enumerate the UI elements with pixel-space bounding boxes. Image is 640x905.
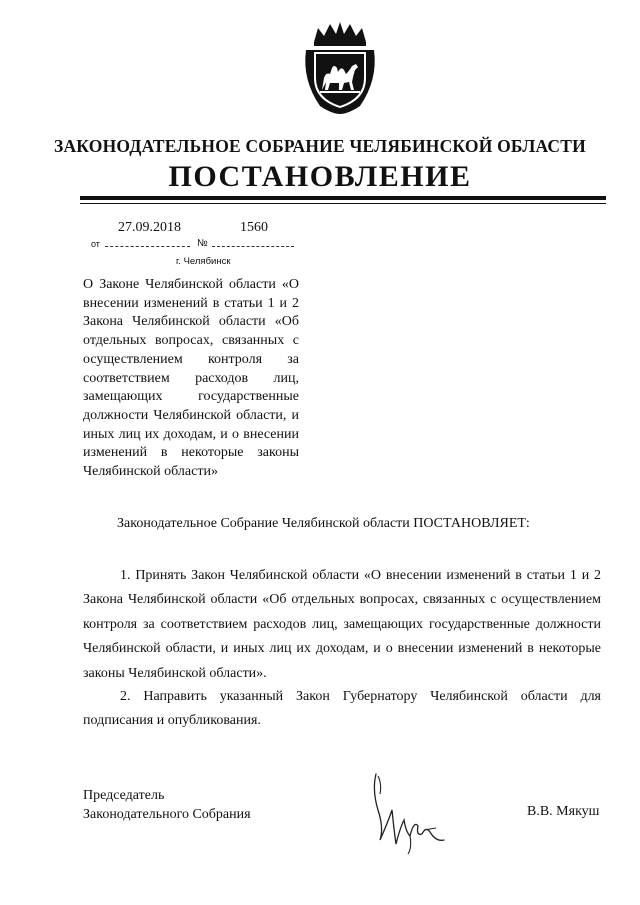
signatory-title-line2: Законодательного Собрания <box>83 807 251 822</box>
signatory-title-line1: Председатель <box>83 788 165 803</box>
date-underline <box>105 246 190 247</box>
document-type-title: ПОСТАНОВЛЕНИЕ <box>168 160 472 193</box>
preamble: Законодательное Собрание Челябинской области ПОСТАНОВЛЯЕТ: <box>117 516 530 531</box>
header-rule-thick <box>80 196 606 200</box>
date-label: от <box>91 239 100 249</box>
organization-title: ЗАКОНОДАТЕЛЬНОЕ СОБРАНИЕ ЧЕЛЯБИНСКОЙ ОБЛАСТИ <box>54 136 586 156</box>
city-label: г. Челябинск <box>176 256 231 267</box>
document-subject: О Законе Челябинской области «О внесении изменений в статьи 1 и 2 Закона Челябинской области «Об отдельных вопросах, связанных с осуществлением контроля за соответствием расходов лиц, замещающих государственные должности Челябинской области, и иных лиц их доходам, и о внесении изменений в некоторые законы Челябинской области» <box>83 277 299 480</box>
number-underline <box>212 246 294 247</box>
signatory-name: В.В. Мякуш <box>527 804 600 819</box>
document-date: 27.09.2018 <box>118 220 181 235</box>
coat-of-arms-icon <box>300 20 380 116</box>
paragraph-1: 1. Принять Закон Челябинской области «О внесении изменений в статьи 1 и 2 Закона Челябинской области «Об отдельных вопросах, связанных с осуществлением контроля за соответствием расходов лиц, замещающих государственные должности Челябинской области, и иных лиц их доходам, и о внесении изменений в некоторые законы Челябинской области». <box>83 568 601 681</box>
number-label: № <box>197 238 208 249</box>
header-rule-thin <box>80 203 606 204</box>
handwritten-signature <box>366 770 450 858</box>
paragraph-2: 2. Направить указанный Закон Губернатору Челябинской области для подписания и опубликования. <box>83 689 601 729</box>
signatory-title <box>83 786 251 824</box>
document-number: 1560 <box>240 220 268 235</box>
